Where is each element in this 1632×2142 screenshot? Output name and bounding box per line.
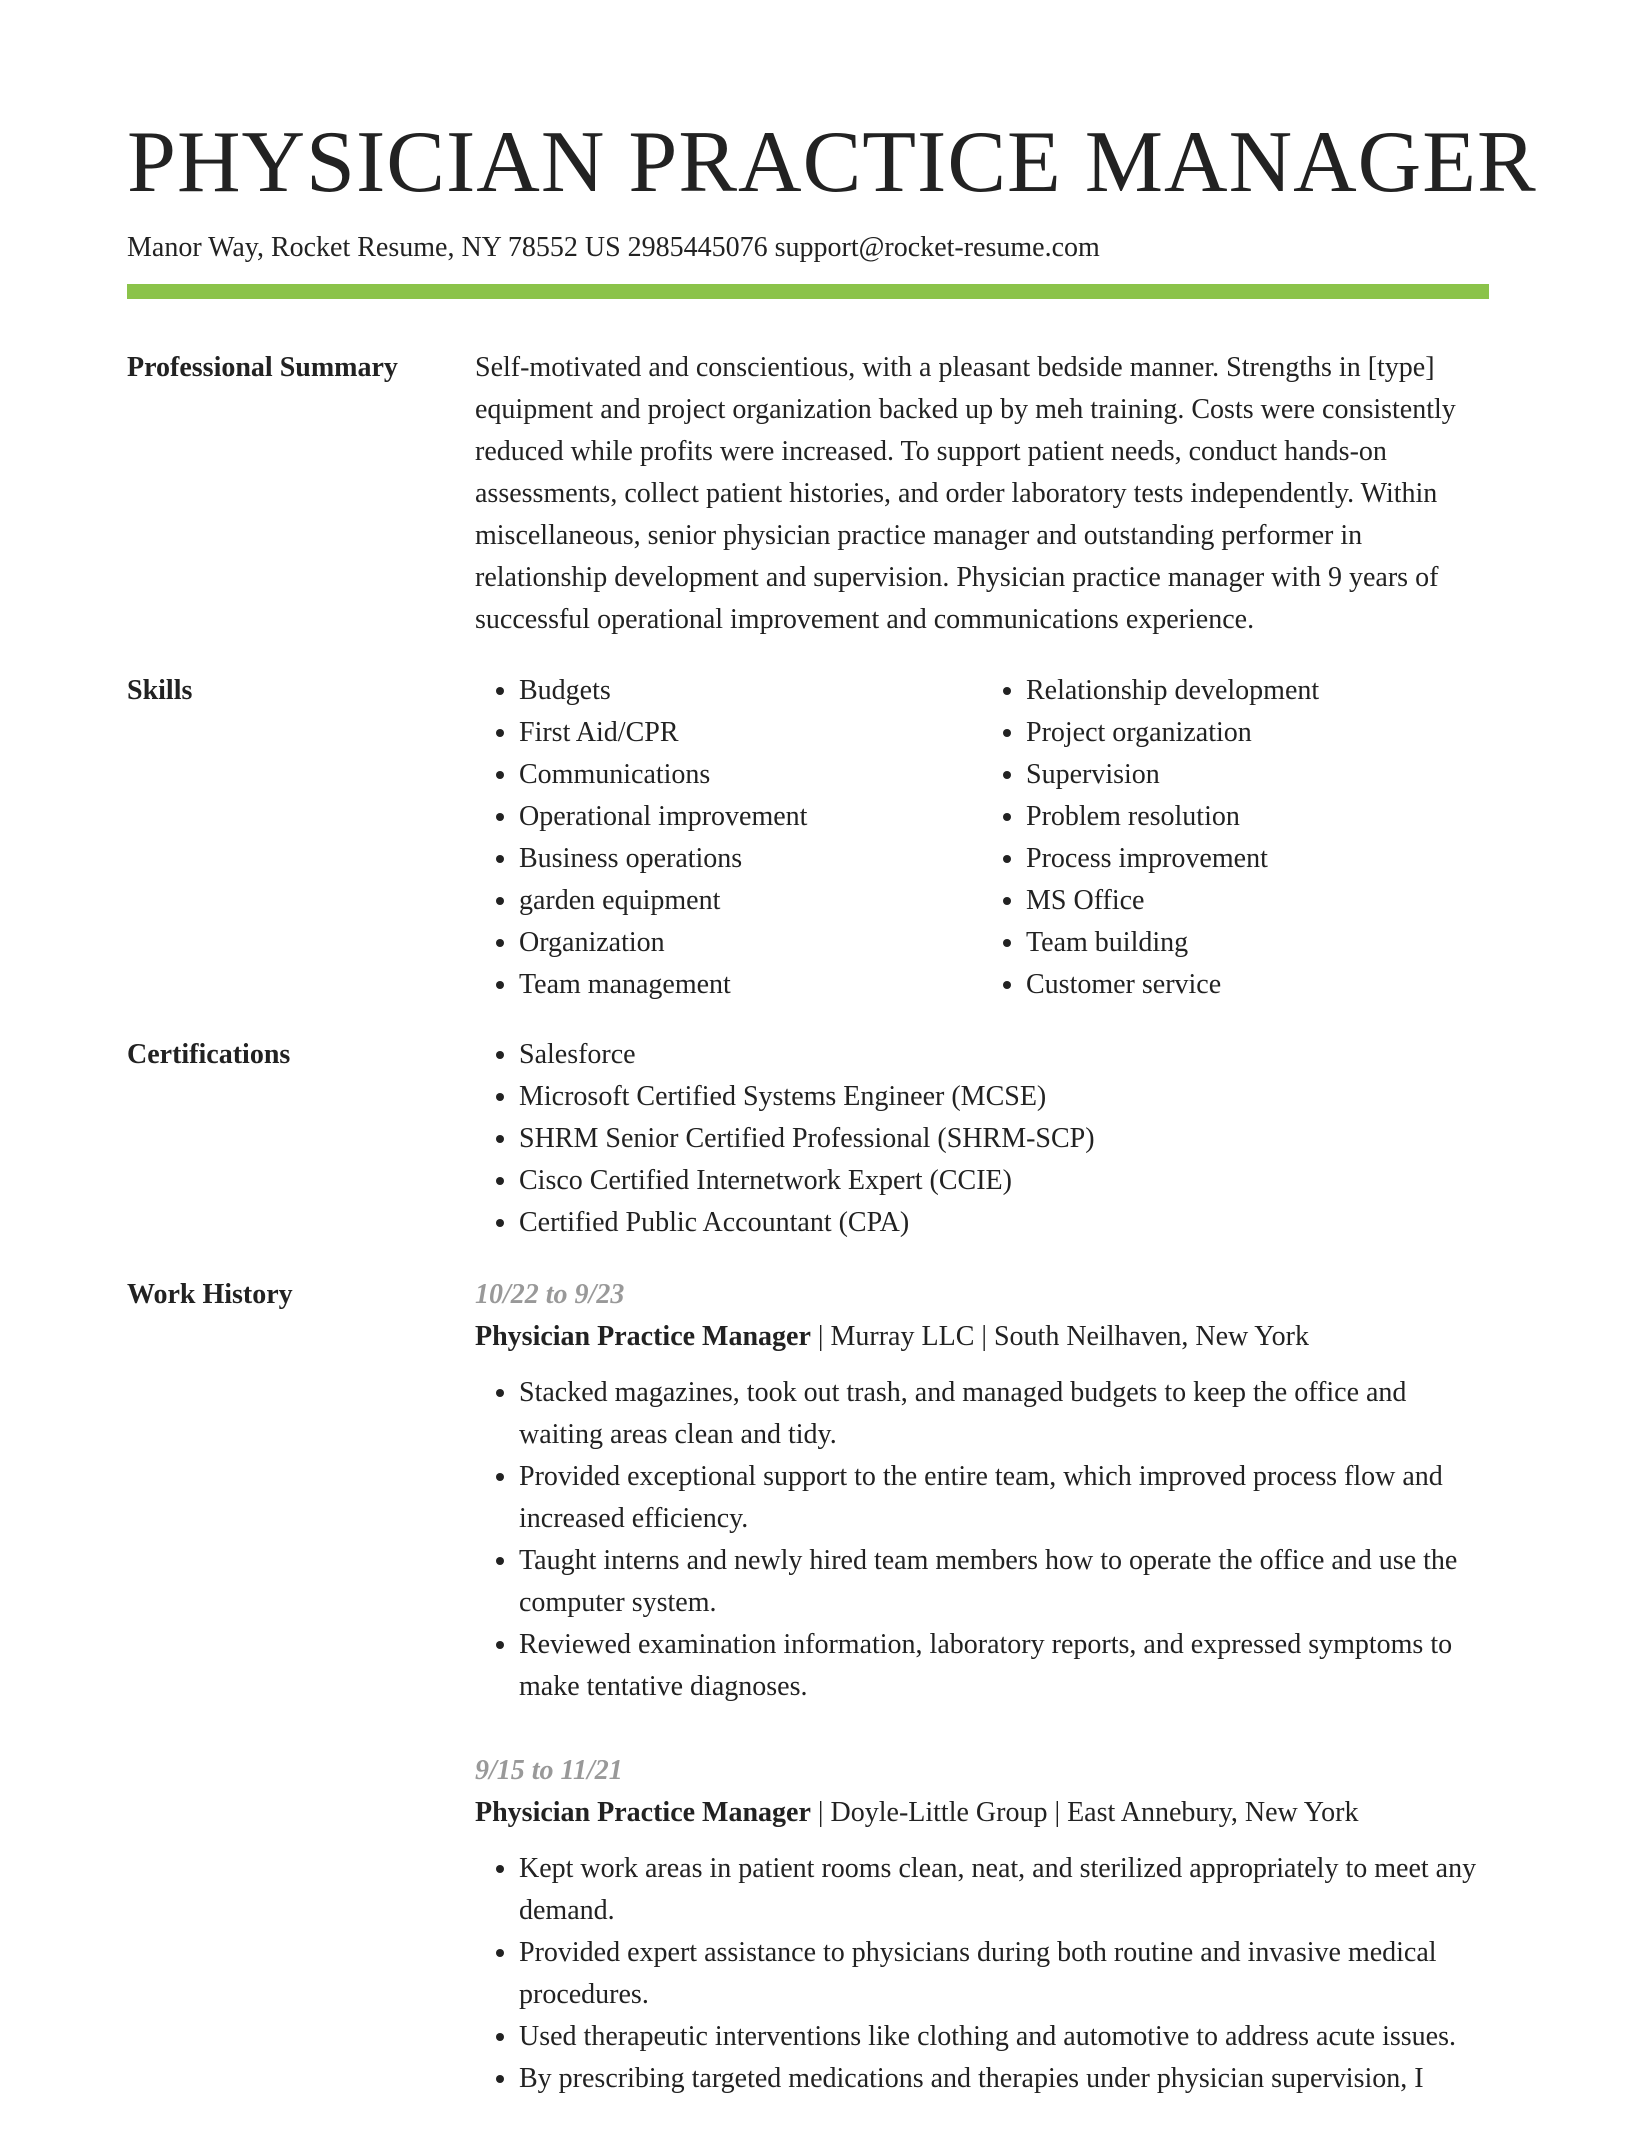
certifications-content bbox=[475, 1034, 1489, 1244]
skill-item: • First Aid/CPR bbox=[519, 712, 982, 754]
skill-item: • Relationship development bbox=[1026, 670, 1489, 712]
skill-item: • Process improvement bbox=[1026, 838, 1489, 880]
skill-item: • Communications bbox=[519, 754, 982, 796]
skill-item: • Organization bbox=[519, 922, 982, 964]
job-bullet: • Used therapeutic interventions like clothing and automotive to address acute issues. bbox=[519, 2016, 1489, 2058]
skills-list-right bbox=[982, 670, 1489, 1006]
skill-item: • Supervision bbox=[1026, 754, 1489, 796]
job-entry bbox=[475, 1274, 1489, 1708]
certification-item: • Salesforce bbox=[519, 1034, 1489, 1076]
summary-content bbox=[475, 347, 1489, 641]
summary-text: Self-motivated and conscientious, with a pleasant bedside manner. Strengths in [type] equipment and project organization backed up by meh training. Costs were consistently reduced while profits were increased. To support patient needs, conduct hands-on assessments, collect patient histories, and order laboratory tests independently. Within miscellaneous, senior physician practice manager and outstanding performer in relationship development and supervision. Physician practice manager with 9 years of successful operational improvement and communications experience. bbox=[475, 352, 1456, 635]
skill-item: • Customer service bbox=[1026, 964, 1489, 1006]
skills-list-left bbox=[475, 670, 982, 1006]
certifications-label: Certifications bbox=[127, 1039, 291, 1070]
certifications-list bbox=[475, 1034, 1489, 1244]
certification-item: • Microsoft Certified Systems Engineer (MCSE) bbox=[519, 1076, 1489, 1118]
job-bullet: • Provided expert assistance to physicians during both routine and invasive medical procedures. bbox=[519, 1932, 1489, 2016]
job-dates: 9/15 to 11/21 bbox=[475, 1755, 623, 1786]
job-bullets bbox=[475, 1848, 1489, 2100]
skill-item: • Operational improvement bbox=[519, 796, 982, 838]
skill-item: • garden equipment bbox=[519, 880, 982, 922]
job-bullets bbox=[475, 1372, 1489, 1708]
contact-line: Manor Way, Rocket Resume, NY 78552 US 2985445076 support@rocket-resume.com bbox=[127, 232, 1100, 263]
job-bullet: • Reviewed examination information, laboratory reports, and expressed symptoms to make tentative diagnoses. bbox=[519, 1624, 1489, 1708]
skills-label: Skills bbox=[127, 675, 193, 706]
summary-label: Professional Summary bbox=[127, 352, 398, 383]
job-employer-location: | Murray LLC | South Neilhaven, New York bbox=[810, 1321, 1309, 1352]
certification-item: • SHRM Senior Certified Professional (SHRM-SCP) bbox=[519, 1118, 1489, 1160]
job-title: Physician Practice Manager bbox=[475, 1321, 811, 1352]
job-heading bbox=[475, 1792, 1489, 1834]
job-bullet: • Taught interns and newly hired team members how to operate the office and use the computer system. bbox=[519, 1540, 1489, 1624]
skill-item: • Business operations bbox=[519, 838, 982, 880]
job-bullet: • Kept work areas in patient rooms clean, neat, and sterilized appropriately to meet any demand. bbox=[519, 1848, 1489, 1932]
candidate-name: PHYSICIAN PRACTICE MANAGER bbox=[127, 114, 1537, 211]
skill-item: • Team building bbox=[1026, 922, 1489, 964]
job-bullet: • Provided exceptional support to the entire team, which improved process flow and increased efficiency. bbox=[519, 1456, 1489, 1540]
certification-item: • Cisco Certified Internetwork Expert (CCIE) bbox=[519, 1160, 1489, 1202]
job-entry bbox=[475, 1750, 1489, 2100]
skill-item: • MS Office bbox=[1026, 880, 1489, 922]
skills-content bbox=[475, 670, 1489, 1006]
work-history-content bbox=[475, 1274, 1489, 2142]
job-bullet: • By prescribing targeted medications and therapies under physician supervision, I bbox=[519, 2058, 1489, 2100]
job-bullet: • Stacked magazines, took out trash, and managed budgets to keep the office and waiting areas clean and tidy. bbox=[519, 1372, 1489, 1456]
job-title: Physician Practice Manager bbox=[475, 1797, 811, 1828]
work-history-label: Work History bbox=[127, 1279, 293, 1310]
skill-item: • Problem resolution bbox=[1026, 796, 1489, 838]
certification-item: • Certified Public Accountant (CPA) bbox=[519, 1202, 1489, 1244]
job-dates: 10/22 to 9/23 bbox=[475, 1279, 625, 1310]
skill-item: • Team management bbox=[519, 964, 982, 1006]
job-employer-location: | Doyle-Little Group | East Annebury, New York bbox=[810, 1797, 1359, 1828]
skill-item: • Project organization bbox=[1026, 712, 1489, 754]
header-divider bbox=[127, 284, 1489, 299]
job-heading bbox=[475, 1316, 1489, 1358]
skill-item: • Budgets bbox=[519, 670, 982, 712]
